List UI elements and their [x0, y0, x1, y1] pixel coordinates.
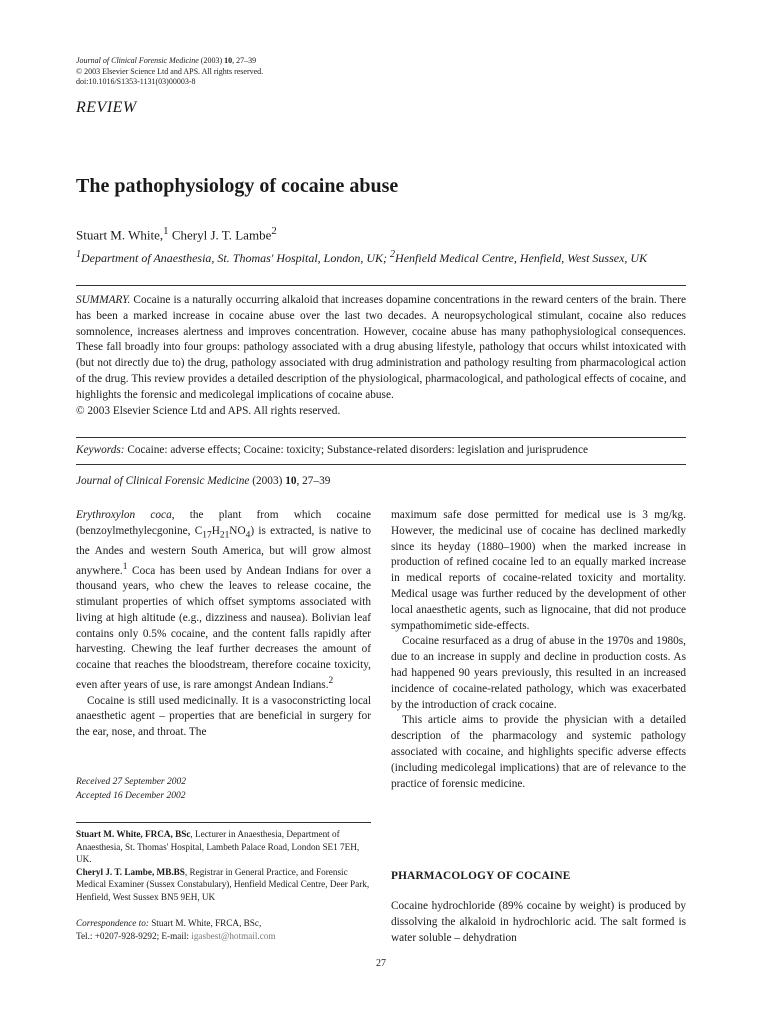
divider — [76, 822, 371, 823]
page-number: 27 — [376, 958, 386, 969]
paragraph: This article aims to provide the physician with a detailed description of the pharmacology and systemic pathology associated with cocaine, and highlights specific adverse effects (including medicolegal implications) that are of relevance to the practice of forensic medicine. — [391, 714, 686, 790]
abstract-text: Cocaine is a naturally occurring alkaloid that increases dopamine concentrations in the reward centers of the brain. There has been a marked increase in cocaine abuse over the last two decades. A neuropsychological stimulant, cocaine also reduces somnolence, increases alertness and improves concentration. However, cocaine abuse has many pathophysiological consequences. These fall broadly into four groups: pathology associated with a drug abusing lifestyle, pathology that occurs whilst intoxicated with (but not directly due to) the drug, pathology associated with drug administration and pathology resulting from pharmacological action of the drug. This review provides a detailed description of the physiological, pharmacological, and pathological effects of cocaine, and highlights the forensic and medicolegal implications of cocaine abuse. — [76, 294, 686, 401]
journal-header — [76, 56, 263, 88]
article-title: The pathophysiology of cocaine abuse — [76, 175, 399, 197]
paragraph: Cocaine resurfaced as a drug of abuse in the 1970s and 1980s, due to an increase in supply and decline in production costs. As had happened 90 years previously, this resulted in an increased incidence of cocaine-related pathology, which was exacerbated by the introduction of crack cocaine. — [391, 635, 686, 711]
bio-entry: Stuart M. White, FRCA, BSc, Lecturer in Anaesthesia, Department of Anaesthesia, St. Thomas' Hospital, Lambeth Palace Road, London SE1 7EH, UK. — [76, 829, 360, 865]
left-column — [76, 508, 371, 741]
affiliations: $^1$Department of Anaesthesia, St. Thomas' Hospital, London, UK; $^2$Henfield Medical Centre, Henfield, West Sussex, UK — [76, 249, 648, 265]
abstract-label: SUMMARY. — [76, 294, 131, 306]
correspondence: Correspondence to: Stuart M. White, FRCA, BSc, Tel.: +0207-928-9292; E-mail: igasbest@hotmail.com — [76, 918, 276, 941]
copyright-line: © 2003 Elsevier Science Ltd and APS. All rights reserved. — [76, 66, 264, 76]
bio-entry: Cheryl J. T. Lambe, MB.BS, Registrar in General Practice, and Forensic Medical Examiner (Sussex Constabulary), Henfield Medical Centre, Deer Park, Henfield, West Sussex BN5 9EH, UK — [76, 866, 370, 902]
email-link[interactable]: igasbest@hotmail.com — [191, 930, 276, 941]
section-label: REVIEW — [76, 99, 137, 116]
author-bios — [76, 828, 376, 904]
received-dates: Received 27 September 2002 Accepted 16 December 2002 — [76, 777, 186, 801]
abstract-copyright: © 2003 Elsevier Science Ltd and APS. All rights reserved. — [76, 404, 341, 417]
citation: Journal of Clinical Forensic Medicine (2003) 10, 27–39 — [76, 475, 331, 487]
abstract — [76, 293, 686, 419]
divider — [76, 464, 686, 465]
paragraph: Erythroxylon coca, the plant from which cocaine (benzoylmethylecgonine, $C_{17}H_{21}NO_4$) is extracted, is native to the Andes and western South America, but will grow almost anywhere.$^1$ Coca has been used by Andean Indians for over a thousand years, who chew the leaves to release cocaine, the stimulant properties of which offset symptoms associated with living at high altitude (e.g., dizziness and nausea). Bolivian leaf contains only 0.5% cocaine, and the content falls rapidly after harvesting. Chewing the leaf further decreases the amount of cocaine that reaches the bloodstream, therefore cocaine toxicity, even after years of use, is rare amongst Andean Indians.$^2$ — [76, 509, 372, 691]
paragraph: Cocaine hydrochloride (89% cocaine by weight) is produced by dissolving the alkaloid in hydrochloric acid. The salt formed is water soluble – dehydration — [391, 900, 686, 944]
doi-line: doi:10.1016/S1353-1131(03)00003-8 — [76, 77, 196, 86]
paragraph: Cocaine is still used medicinally. It is a vasoconstricting local anaesthetic agent – properties that are beneficial in surgery for the ear, nose, and throat. The — [76, 694, 371, 739]
right-column — [391, 508, 686, 792]
keywords: Keywords: Cocaine: adverse effects; Cocaine: toxicity; Substance-related disorders: legislation and jurisprudence — [76, 444, 588, 456]
paragraph: maximum safe dose permitted for medical use is 3 mg/kg. However, the medicinal use of cocaine has declined markedly since its heyday (1880–1900) when the marked increase in production of refined cocaine led to an equally marked increase in medical reports of cocaine-related toxicity and mortality. Medical usage was further reduced by the development of other local anaesthetic agents, such as lignocaine, that did not produce sympathomimetic side-effects. — [391, 509, 686, 632]
author-list: Stuart M. White,$^1$ Cheryl J. T. Lambe$^2$ — [76, 225, 277, 243]
divider — [76, 285, 686, 286]
journal-line: Journal of Clinical Forensic Medicine (2003) 10, 27–39 — [76, 56, 257, 65]
section-heading: PHARMACOLOGY OF COCAINE — [391, 870, 571, 882]
divider — [76, 437, 686, 438]
